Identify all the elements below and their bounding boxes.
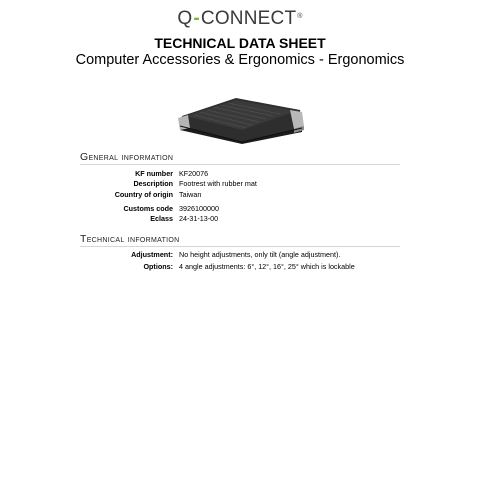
row-value: 4 angle adjustments: 6°, 12°, 16°, 25° which is lockable: [179, 262, 355, 271]
section-heading-general: [80, 152, 400, 165]
row-label: Country of origin: [114, 190, 173, 199]
row-label: Customs code: [123, 204, 173, 213]
row-label: Adjustment:: [131, 250, 173, 259]
logo-word: CONNECT: [200, 8, 297, 29]
section-heading-technical: [80, 234, 400, 247]
table-row: [80, 179, 460, 188]
row-value: No height adjustments, only tilt (angle adjustment).: [179, 250, 341, 259]
logo: [0, 8, 480, 30]
row-value: 24-31-13-00: [179, 214, 219, 223]
table-row: [80, 204, 460, 213]
row-value: Footrest with rubber mat: [179, 179, 257, 188]
section-heading-technical-text: Technical information: [80, 233, 180, 245]
row-value: KF20076: [179, 169, 209, 178]
document-title: TECHNICAL DATA SHEET: [154, 35, 326, 51]
row-label: Eclass: [150, 214, 173, 223]
registered-mark: ®: [297, 13, 303, 20]
table-row: [80, 169, 460, 178]
row-label: Description: [133, 179, 173, 188]
row-value: 3926100000: [179, 204, 219, 213]
table-row: [80, 190, 460, 199]
logo-dash: -: [193, 8, 200, 29]
table-row: [80, 214, 460, 223]
table-row: [80, 262, 460, 271]
row-label: Options:: [143, 262, 173, 271]
footrest-product-image: [170, 88, 310, 144]
section-heading-general-text: General information: [80, 151, 174, 163]
logo-letter: Q: [177, 8, 193, 29]
document-subtitle: Computer Accessories & Ergonomics - Ergonomics: [75, 52, 405, 68]
row-label: KF number: [135, 169, 173, 178]
row-value: Taiwan: [179, 190, 202, 199]
table-row: [80, 250, 460, 259]
